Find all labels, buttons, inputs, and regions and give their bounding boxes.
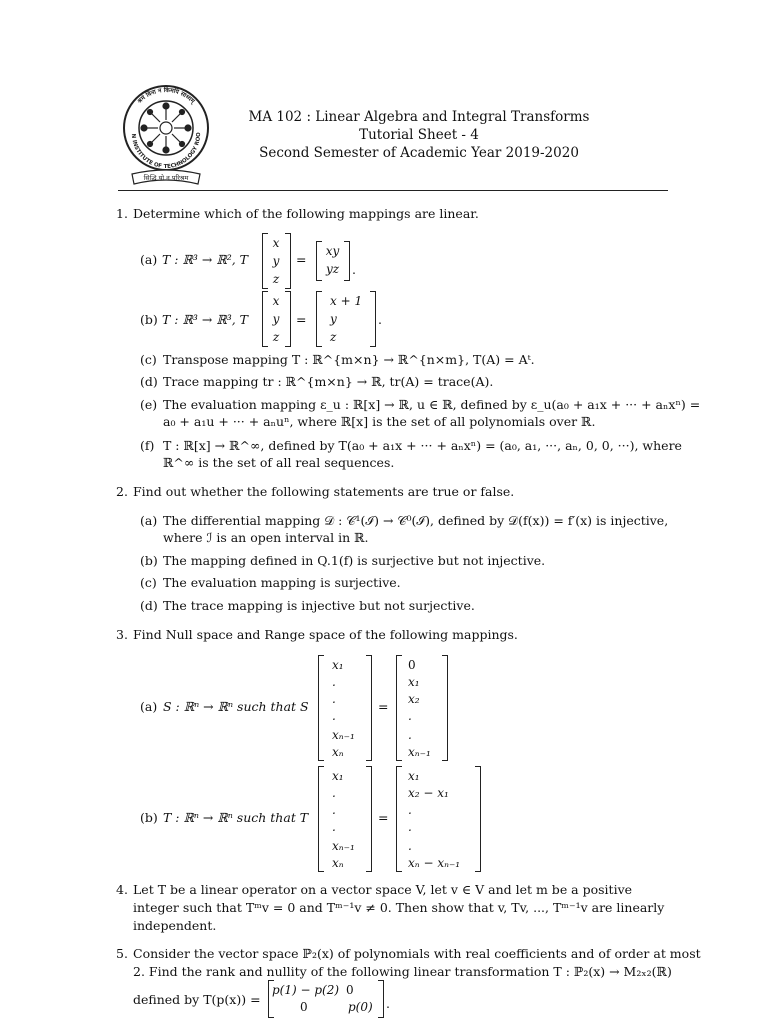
q3b-out-bracket-left [396, 766, 402, 872]
q1b-out-2: z [330, 330, 337, 344]
q1a-label: (a) [140, 252, 158, 267]
q1b-in-0: x [272, 294, 280, 308]
q3b-in-2: . [332, 803, 336, 817]
q1d-label: (d) [140, 374, 158, 389]
q1b-out-bracket-right [370, 291, 376, 347]
q4-number: 4. [116, 882, 128, 897]
q1b-in-2: z [272, 330, 280, 344]
q2c-text: The evaluation mapping is surjective. [163, 575, 401, 590]
q5-line1: Consider the vector space ℙ₂(x) of polynomials with real coefficients and of order at most [133, 946, 701, 961]
q3b-out-0: x₁ [408, 769, 420, 783]
q3b-out-2: . [408, 803, 412, 817]
q5-period: . [386, 996, 390, 1011]
course-title: MA 102 : Linear Algebra and Integral Transforms [248, 109, 590, 125]
q1e-line2: a₀ + a₁u + ··· + aₙuⁿ, where ℝ[x] is the set of all polynomials over ℝ. [163, 414, 596, 429]
q2b-label: (b) [140, 553, 158, 568]
q3b-in-4: xₙ₋₁ [332, 839, 355, 853]
q2-number: 2. [116, 484, 128, 499]
logo-motto: श्रमं विना न किमपि साध्यम् [136, 86, 196, 105]
q3b-in-bracket-right [366, 766, 372, 872]
q5-line3: defined by T(p(x)) = [133, 992, 261, 1007]
q5-matrix-bracket-right [378, 980, 384, 1018]
logo-banner: सिद्धि यो न परिश्रम [143, 174, 189, 182]
q3b-equals: = [378, 810, 389, 825]
q1b-out-0: x + 1 [330, 294, 363, 308]
q4-line2: integer such that Tᵐv = 0 and Tᵐ⁻¹v ≠ 0. Then show that v, Tv, ..., Tᵐ⁻¹v are linearly [133, 900, 665, 915]
q1b-in-bracket-right [285, 291, 291, 347]
q5-matrix-0-1: 0 [346, 983, 354, 997]
q3b-label: (b) [140, 810, 158, 825]
q2-prompt: Find out whether the following statements are true or false. [133, 484, 515, 499]
q3b-out-3: . [408, 820, 412, 834]
q3b-in-bracket-left [318, 766, 324, 872]
q3b-map: T : ℝⁿ → ℝⁿ such that T [163, 810, 309, 825]
q1b-period: . [378, 312, 382, 327]
q1f-label: (f) [140, 438, 155, 453]
q3b-in-3: . [332, 820, 336, 834]
q1a-in-1: y [272, 254, 280, 268]
q3a-out-4: . [408, 728, 412, 742]
q3a-in-3: . [332, 709, 336, 723]
q1a-in-2: z [272, 272, 280, 286]
q3a-in-bracket-left [318, 655, 324, 761]
q2b-text: The mapping defined in Q.1(f) is surjective but not injective. [163, 553, 546, 568]
q3a-label: (a) [140, 699, 158, 714]
q1d-text: Trace mapping tr : ℝ^{m×n} → ℝ, tr(A) = trace(A). [163, 374, 494, 389]
q1a-out-1: yz [325, 262, 340, 276]
q1c-text: Transpose mapping T : ℝ^{m×n} → ℝ^{n×m}, T(A) = Aᵗ. [163, 352, 535, 367]
q1e-label: (e) [140, 397, 158, 412]
q1a-out-0: xy [325, 244, 340, 258]
q1c-label: (c) [140, 352, 157, 367]
logo-institute-name: N INSTITUTE OF TECHNOLOGY ROO [129, 132, 203, 171]
q3b-in-5: xₙ [332, 856, 344, 870]
q1-number: 1. [116, 206, 128, 221]
q2c-label: (c) [140, 575, 157, 590]
q3a-equals: = [378, 699, 389, 714]
q3b-out-1: x₂ − x₁ [408, 786, 449, 800]
q2a-label: (a) [140, 513, 158, 528]
q3b-out-5: xₙ − xₙ₋₁ [408, 856, 461, 870]
q3a-in-5: xₙ [332, 745, 344, 759]
q4-line1: Let T be a linear operator on a vector space V, let v ∈ V and let m be a positive [133, 882, 633, 897]
q1e-line1: The evaluation mapping ε_u : ℝ[x] → ℝ, u ∈ ℝ, defined by ε_u(a₀ + a₁x + ··· + aₙxⁿ) = [163, 397, 701, 412]
q3a-map: S : ℝⁿ → ℝⁿ such that S [163, 699, 309, 714]
q2d-text: The trace mapping is injective but not surjective. [163, 598, 475, 613]
header-divider [118, 190, 668, 191]
q5-matrix-1-1: p(0) [348, 1000, 373, 1014]
semester-title: Second Semester of Academic Year 2019-2020 [259, 145, 579, 161]
q2a-line2: where ℐ is an open interval in ℝ. [163, 530, 369, 545]
q3b-in-1: . [332, 786, 336, 800]
q1f-line2: ℝ^∞ is the set of all real sequences. [163, 455, 395, 470]
q5-matrix-0-0: p(1) − p(2) [272, 983, 340, 997]
q3b-out-4: . [408, 839, 412, 853]
q1b-label: (b) [140, 312, 158, 327]
q3-prompt: Find Null space and Range space of the following mappings. [133, 627, 518, 642]
q3a-in-bracket-right [366, 655, 372, 761]
q3a-out-1: x₁ [408, 675, 420, 689]
q3a-out-5: xₙ₋₁ [408, 745, 431, 759]
q3a-out-0: 0 [408, 658, 416, 672]
q1a-map: T : ℝ³ → ℝ², T [162, 252, 248, 267]
q3a-out-bracket-right [442, 655, 448, 761]
q3a-in-2: . [332, 692, 336, 706]
q5-line2: 2. Find the rank and nullity of the following linear transformation T : ℙ₂(x) → M₂ₓ₂(ℝ) [133, 964, 672, 979]
q1b-map: T : ℝ³ → ℝ³, T [162, 312, 248, 327]
q3b-in-0: x₁ [332, 769, 344, 783]
q3a-out-2: x₂ [408, 692, 420, 706]
q3a-out-3: . [408, 709, 412, 723]
q1a-out-bracket-right [344, 241, 350, 281]
q5-matrix-1-0: 0 [300, 1000, 308, 1014]
q4-line3: independent. [133, 918, 217, 933]
q3-number: 3. [116, 627, 128, 642]
q1a-equals: = [296, 252, 307, 267]
q1a-period: . [352, 262, 356, 277]
q5-number: 5. [116, 946, 128, 961]
q1a-in-0: x [272, 236, 280, 250]
q1a-in-bracket-right [285, 233, 291, 289]
q3a-in-1: . [332, 675, 336, 689]
q1b-in-1: y [272, 312, 280, 326]
q1b-equals: = [296, 312, 307, 327]
q1-prompt: Determine which of the following mappings are linear. [133, 206, 479, 221]
q3a-in-0: x₁ [332, 658, 344, 672]
q2d-label: (d) [140, 598, 158, 613]
q1b-out-bracket-left [316, 291, 322, 347]
q3b-out-bracket-right [475, 766, 481, 872]
q3a-out-bracket-left [396, 655, 402, 761]
sheet-title: Tutorial Sheet - 4 [359, 127, 479, 143]
q3a-in-4: xₙ₋₁ [332, 728, 355, 742]
q2a-line1: The differential mapping 𝒟 : 𝒞¹(ℐ) → 𝒞⁰(ℐ), defined by 𝒟(f(x)) = f′(x) is injective, [163, 513, 669, 528]
q1f-line1: T : ℝ[x] → ℝ^∞, defined by T(a₀ + a₁x + ··· + aₙxⁿ) = (a₀, a₁, ···, aₙ, 0, 0, ···), where [163, 438, 682, 453]
q1b-out-1: y [330, 312, 337, 326]
